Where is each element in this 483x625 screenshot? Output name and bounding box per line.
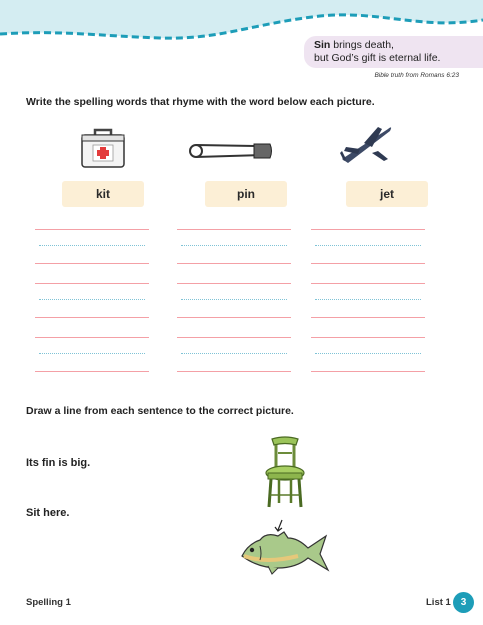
writing-lines-jet[interactable] (311, 229, 425, 391)
sentence-sit[interactable]: Sit here. (26, 507, 70, 519)
first-aid-kit-icon (80, 125, 126, 171)
safety-pin-icon (188, 140, 274, 162)
chair-icon[interactable] (262, 435, 308, 509)
writing-line[interactable] (177, 229, 291, 267)
writing-line[interactable] (35, 283, 149, 321)
verse-line2: but God’s gift is eternal life. (314, 51, 441, 64)
page-number-badge: 3 (453, 592, 474, 613)
word-box-pin: pin (205, 181, 287, 207)
word-box-jet: jet (346, 181, 428, 207)
writing-line[interactable] (177, 337, 291, 375)
writing-line[interactable] (35, 229, 149, 267)
writing-line[interactable] (311, 229, 425, 267)
verse-bold-word: Sin (314, 39, 331, 51)
verse-line1: brings death, (330, 39, 394, 51)
footer-list: List 1 (426, 597, 451, 608)
airplane-icon (338, 121, 394, 165)
writing-line[interactable] (35, 337, 149, 375)
sentence-fin[interactable]: Its fin is big. (26, 457, 91, 469)
writing-line[interactable] (311, 283, 425, 321)
fish-icon[interactable] (238, 518, 330, 580)
verse-reference: Bible truth from Romans 6:23 (374, 72, 459, 79)
verse-text (314, 39, 479, 64)
writing-line[interactable] (311, 337, 425, 375)
rhyme-instruction: Write the spelling words that rhyme with the word below each picture. (26, 96, 375, 108)
writing-lines-kit[interactable] (35, 229, 149, 391)
match-instruction: Draw a line from each sentence to the correct picture. (26, 405, 294, 417)
writing-line[interactable] (177, 283, 291, 321)
word-box-kit: kit (62, 181, 144, 207)
writing-lines-pin[interactable] (177, 229, 291, 391)
footer-course: Spelling 1 (26, 597, 71, 608)
